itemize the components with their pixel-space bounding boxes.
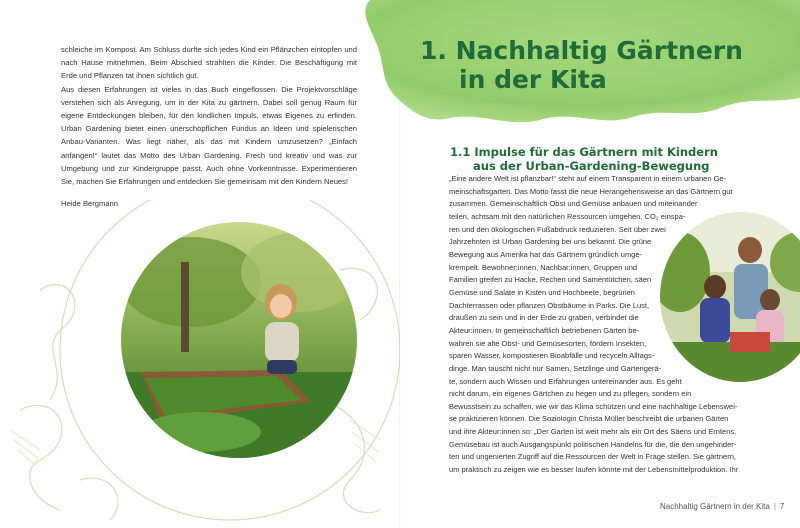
left-paragraph: Aus diesen Erfahrungen ist vieles in das Buch eingeflossen. Die Projektvorschläge verstehen sich als Anregung, um in der Kita zu gärtnern. Dabei soll genug Raum für eigene Entdeckungen bleiben, für den kindlichen Impuls, etwas Eigenes zu erfinden. Urban Gardening bietet einen unerschöpflichen Fundus an Ideen und spielerischen Anbau-Varianten. Was liegt näher, als das mit Kindern umzusetzen? „Einfach anfangen!“ lautet das Motto des Urban Gardening. Frech und kreativ und was zur Umgebung und zur Kindergruppe passt. Auch ohne Vorkenntnisse. Experimentieren Sie, machen Sie Erfahrungen und entdecken Sie gemeinsam mit den Kindern Neues!	[61, 84, 357, 187]
body-line: dinge. Man tauscht nicht nur Samen, Setzlinge und Gartengerä-	[449, 363, 662, 373]
body-line: wahren sie alte Obst- und Gemüsesorten, fördern Insekten,	[449, 338, 647, 348]
body-line: se praktizieren können. Die Soziologin Christa Müller beschreibt die urbanen Gärten	[449, 414, 729, 424]
left-paragraph: schleiche im Kompost. Am Schluss durfte sich jedes Kind ein Pflänzchen eintopfen und nach Hause mitnehmen. Beim Abschied strahlten die Kinder. Die Beschäftigung mit Erde und Pflanzen tat ihnen sichtlich gut.	[61, 45, 357, 81]
body-line: meinschaftsgarten. Das Motto fasst die neue Herangehensweise an das Gärtnern gut	[449, 186, 733, 196]
body-line: teilen, achtsam mit den natürlichen Ressourcen umgehen, CO₂ einspa-	[449, 211, 686, 221]
chapter-title-line1: 1. Nachhaltig Gärtnern	[420, 36, 743, 65]
body-line: und ihre Akteur:innen so: „Der Garten ist weit mehr als ein Ort des Säens und Erntens.	[449, 427, 737, 437]
body-line: Bewegung aus Amerika hat das Gärtnern gründlich umge-	[449, 249, 643, 259]
body-line: Dachterrassen oder pflanzen Obstbäume in Parks. Die Lust,	[449, 300, 650, 310]
chapter-title-line2: in der Kita	[459, 65, 607, 94]
page-number: 7	[779, 502, 785, 511]
body-line: te, sondern auch Wissen und Erfahrungen untereinander aus. Es geht	[449, 376, 682, 386]
section-heading-line1: 1.1 Impulse für das Gärtnern mit Kindern	[450, 145, 718, 159]
footer-separator: |	[773, 502, 776, 511]
body-line: zusammen. Gemeinschaftlich Obst und Gemüse anbauen und miteinander	[449, 199, 698, 209]
section-heading-line2: aus der Urban-Gardening-Bewegung	[473, 159, 710, 173]
body-line: nicht darum, ein eigenes Gärtchen zu hegen und zu pflegen, sondern ein	[449, 389, 692, 399]
page-footer	[660, 502, 784, 511]
body-line: „Eine andere Welt ist pflanzbar!“ steht auf einem Transparent in einem urbanen Ge-	[449, 174, 727, 183]
body-line: ten und ungenierten Zugriff auf die Ressourcen der Welt in Frage stellen. Sie gärtnern,	[449, 452, 736, 462]
body-line: draußen zu sein und in der Erde zu graben, verbindet die	[449, 313, 639, 323]
body-line: sparen Wasser, kompostieren Bioabfälle und recyceln Alltags-	[449, 351, 655, 361]
running-title: Nachhaltig Gärtnern in der Kita	[660, 502, 770, 511]
body-line: Jahrzehnten ist Urban Gardening bei uns bekannt. Die grüne	[449, 237, 652, 247]
chapter-title	[420, 36, 790, 94]
body-line: Gemüsebau ist auch Ausgangspunkt politischen Handelns für die, die den ungehinder-	[449, 439, 737, 449]
body-line: Akteur:innen. In gemeinschaftlich betriebenen Gärten be-	[449, 325, 640, 335]
garden-photo-illustration	[121, 222, 357, 458]
author-signature: Heide Bergmann	[61, 199, 118, 208]
section-heading	[450, 145, 750, 173]
body-line: krempelt. Bewohner:innen, Nachbar:innen, Gruppen und	[449, 262, 638, 272]
body-line: Gemüse und Salate in Kisten und Hochbeete, begrünen	[449, 287, 635, 297]
body-line: Bewusstsein zu schaffen, wie wir das Klima schützen und eine nachhaltige Lebenswei-	[449, 401, 738, 411]
body-line: Familien greifen zu Hacke, Rechen und Samentütchen, säen	[449, 275, 652, 285]
body-line: ren und den ökologischen Fußabdruck reduzieren. Seit über zwei	[449, 224, 666, 234]
photo-girl-gardening	[121, 222, 357, 458]
body-line: um praktisch zu zeigen wie es besser laufen könnte mit der Lebensmittelproduktion. Ihr	[449, 465, 739, 475]
left-body-text	[61, 43, 357, 188]
